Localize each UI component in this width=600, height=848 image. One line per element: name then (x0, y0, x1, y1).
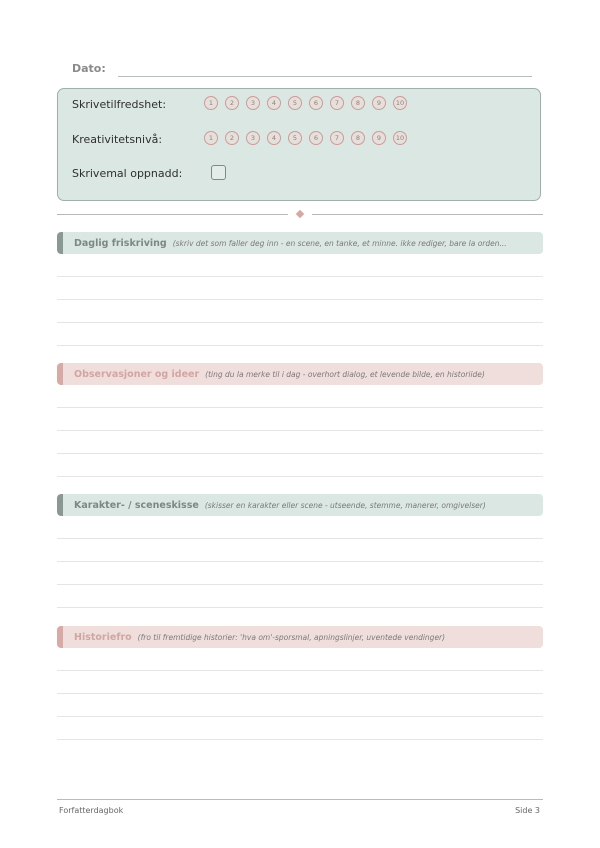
satisfaction-label: Skrivetilfredshet: (72, 98, 167, 111)
creativity-option-3[interactable]: 3 (246, 131, 260, 145)
goal-label: Skrivemal oppnadd: (72, 167, 183, 180)
creativity-option-8[interactable]: 8 (351, 131, 365, 145)
date-label: Dato: (72, 62, 106, 75)
section-hint: (skisser en karakter eller scene - utseende, stemme, manerer, omgivelser) (204, 500, 486, 510)
section-observations (57, 363, 543, 477)
creativity-option-7[interactable]: 7 (330, 131, 344, 145)
ornament-divider (57, 212, 543, 218)
creativity-scale (204, 131, 407, 145)
section-header (57, 363, 543, 385)
section-hint: (ting du la merke til i dag - overhort dialog, et levende bilde, en historiide) (205, 369, 485, 379)
satisfaction-option-2[interactable]: 2 (225, 96, 239, 110)
creativity-option-9[interactable]: 9 (372, 131, 386, 145)
footer-divider (57, 799, 543, 800)
satisfaction-option-5[interactable]: 5 (288, 96, 302, 110)
page-number: Side 3 (515, 806, 540, 815)
date-input-line[interactable] (118, 76, 532, 77)
section-header (57, 626, 543, 648)
section-free-writing (57, 232, 543, 346)
creativity-option-6[interactable]: 6 (309, 131, 323, 145)
section-title: Observasjoner og ideer (74, 368, 200, 380)
section-title: Historiefro (74, 631, 132, 643)
creativity-option-4[interactable]: 4 (267, 131, 281, 145)
footer-title: Forfatterdagbok (59, 806, 124, 815)
rating-panel (57, 88, 541, 201)
section-header (57, 232, 543, 254)
creativity-option-2[interactable]: 2 (225, 131, 239, 145)
satisfaction-option-3[interactable]: 3 (246, 96, 260, 110)
section-header (57, 494, 543, 516)
writing-lines[interactable] (57, 516, 543, 608)
satisfaction-scale (204, 96, 407, 110)
diamond-icon (296, 210, 304, 218)
creativity-option-10[interactable]: 10 (393, 131, 407, 145)
writing-lines[interactable] (57, 254, 543, 346)
satisfaction-option-6[interactable]: 6 (309, 96, 323, 110)
writing-lines[interactable] (57, 385, 543, 477)
creativity-label: Kreativitetsnivå: (72, 133, 163, 146)
section-title: Daglig friskriving (74, 237, 167, 249)
satisfaction-option-9[interactable]: 9 (372, 96, 386, 110)
section-character-sketch (57, 494, 543, 608)
section-hint: (skriv det som faller deg inn - en scene, en tanke, et minne. ikke rediger, bare la orden... (172, 238, 507, 248)
creativity-option-1[interactable]: 1 (204, 131, 218, 145)
satisfaction-option-10[interactable]: 10 (393, 96, 407, 110)
section-hint: (fro til fremtidige historier: 'hva om'-sporsmal, apningslinjer, uventede vendinger) (137, 632, 446, 642)
satisfaction-option-8[interactable]: 8 (351, 96, 365, 110)
satisfaction-option-4[interactable]: 4 (267, 96, 281, 110)
goal-checkbox[interactable] (211, 165, 226, 180)
creativity-option-5[interactable]: 5 (288, 131, 302, 145)
writing-lines[interactable] (57, 648, 543, 740)
date-row (72, 60, 532, 80)
satisfaction-option-7[interactable]: 7 (330, 96, 344, 110)
section-story-seeds (57, 626, 543, 740)
section-title: Karakter- / sceneskisse (74, 499, 199, 511)
satisfaction-option-1[interactable]: 1 (204, 96, 218, 110)
